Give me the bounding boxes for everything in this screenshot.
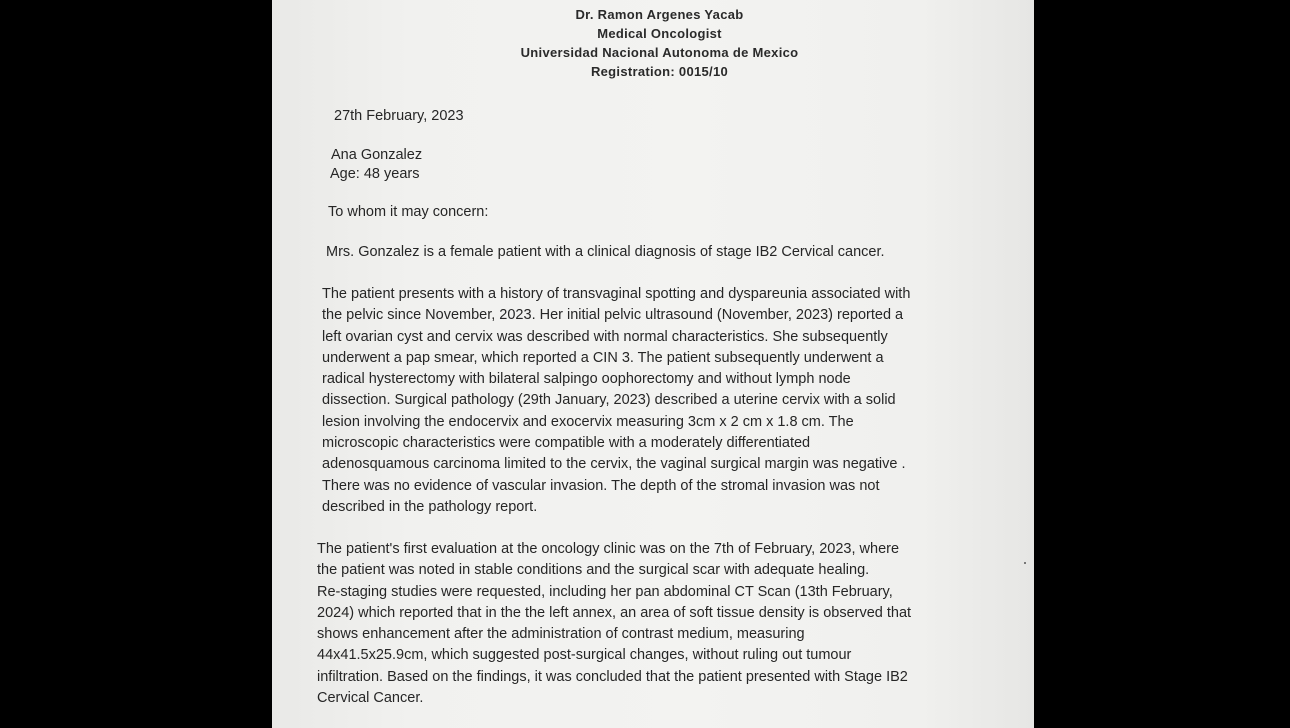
patient-age: Age: 48 years xyxy=(330,166,420,182)
letter-date: 27th February, 2023 xyxy=(334,108,464,124)
letterhead xyxy=(272,5,1034,81)
paragraph-line: underwent a pap smear, which reported a CIN 3. The patient subsequently underwent a xyxy=(322,349,884,366)
doctor-title: Medical Oncologist xyxy=(597,26,722,41)
doctor-name: Dr. Ramon Argenes Yacab xyxy=(575,7,744,22)
paragraph-line: described in the pathology report. xyxy=(322,498,538,515)
paragraph-line: adenosquamous carcinoma limited to the cervix, the vaginal surgical margin was negative . xyxy=(322,456,906,473)
paragraph-line: There was no evidence of vascular invasion. The depth of the stromal invasion was not xyxy=(322,477,880,494)
paragraph-line: radical hysterectomy with bilateral salpingo oophorectomy and without lymph node xyxy=(322,371,851,388)
intro-statement: Mrs. Gonzalez is a female patient with a clinical diagnosis of stage IB2 Cervical cancer. xyxy=(326,244,885,260)
paragraph-line: Cervical Cancer. xyxy=(317,690,424,707)
patient-name: Ana Gonzalez xyxy=(331,147,423,163)
paragraph-line: Re-staging studies were requested, including her pan abdominal CT Scan (13th February, xyxy=(317,583,893,600)
paragraph-line: 2024) which reported that in the the left annex, an area of soft tissue density is observed that xyxy=(317,604,912,621)
paragraph-line: lesion involving the endocervix and exocervix measuring 3cm x 2 cm x 1.8 cm. The xyxy=(322,413,854,430)
evaluation-paragraph xyxy=(317,539,1009,709)
registration-number: Registration: 0015/10 xyxy=(590,64,729,79)
paragraph-line: the pelvic since November, 2023. Her initial pelvic ultrasound (November, 2023) reported a xyxy=(322,307,904,324)
paper-speck xyxy=(1024,562,1026,564)
paragraph-line: shows enhancement after the administration of contrast medium, measuring xyxy=(317,626,805,643)
paragraph-line: left ovarian cyst and cervix was described with normal characteristics. She subsequently xyxy=(322,328,888,345)
history-paragraph xyxy=(322,284,998,518)
salutation: To whom it may concern: xyxy=(328,204,489,220)
letter-page xyxy=(272,0,1034,728)
paragraph-line: 44x41.5x25.9cm, which suggested post-surgical changes, without ruling out tumour xyxy=(317,647,852,664)
paragraph-line: microscopic characteristics were compatible with a moderately differentiated xyxy=(322,435,811,452)
paragraph-line: the patient was noted in stable conditions and the surgical scar with adequate healing. xyxy=(317,562,870,579)
paragraph-line: The patient's first evaluation at the oncology clinic was on the 7th of February, 2023, where xyxy=(317,541,900,557)
paragraph-line: The patient presents with a history of transvaginal spotting and dyspareunia associated with xyxy=(322,286,911,302)
paragraph-line: infiltration. Based on the findings, it was concluded that the patient presented with Stage IB2 xyxy=(317,668,908,685)
institution-name: Universidad Nacional Autonoma de Mexico xyxy=(520,45,799,60)
paragraph-line: dissection. Surgical pathology (29th January, 2023) described a uterine cervix with a solid xyxy=(322,392,896,409)
